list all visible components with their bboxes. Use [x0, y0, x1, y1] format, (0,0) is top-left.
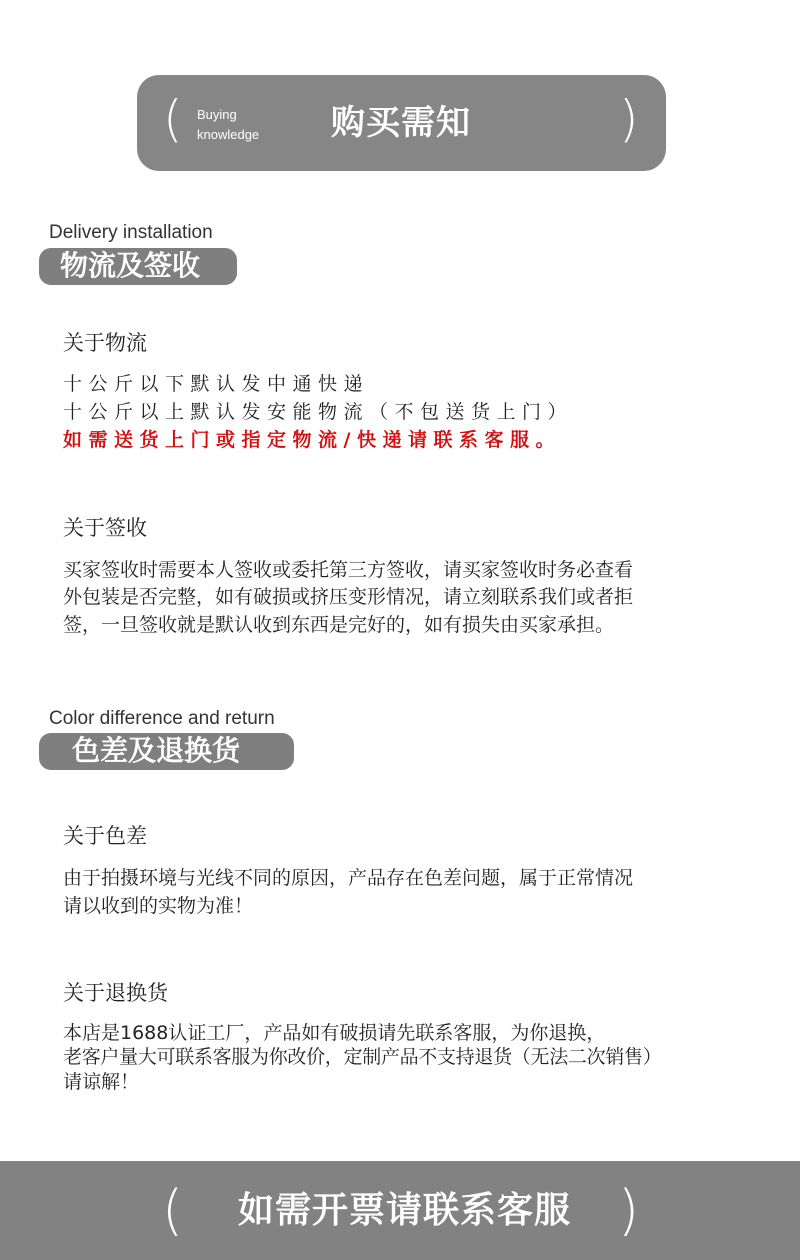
- logistics-line2: 十公斤以上默认发安能物流（不包送货上门）: [63, 401, 574, 423]
- header-subtitle: [197, 105, 259, 145]
- footer-title: 如需开票请联系客服: [238, 1190, 572, 1231]
- color-heading: 关于色差: [63, 824, 147, 848]
- footer-bracket-close: ): [618, 1179, 640, 1242]
- signing-line1: 买家签收时需要本人签收或委托第三方签收，请买家签收时务必查看: [63, 559, 634, 581]
- section-delivery-cn-title: 物流及签收: [39, 248, 237, 285]
- bracket-close: ): [619, 90, 639, 148]
- signing-heading: 关于签收: [63, 516, 147, 540]
- header-subtitle-line1: Buying: [197, 107, 237, 122]
- color-line2: 请以收到的实物为准！: [63, 895, 254, 917]
- page-title: 购买需知: [331, 103, 471, 143]
- section-color-cn-title: 色差及退换货: [39, 733, 294, 770]
- color-line1: 由于拍摄环境与光线不同的原因，产品存在色差问题，属于正常情况: [63, 867, 634, 889]
- footer-bracket-open: (: [162, 1179, 184, 1242]
- logistics-heading: 关于物流: [63, 331, 147, 355]
- bracket-open: (: [163, 90, 183, 148]
- return-heading: 关于退换货: [63, 981, 168, 1005]
- logistics-notice: 如需送货上门或指定物流/快递请联系客服。: [63, 429, 561, 451]
- header-subtitle-line2: knowledge: [197, 127, 260, 142]
- return-line2: 老客户量大可联系客服为你改价，定制产品不支持退货（无法二次销售）: [63, 1046, 662, 1068]
- section-delivery-en-title: Delivery installation: [49, 222, 213, 243]
- return-line1: 本店是1688认证工厂，产品如有破损请先联系客服，为你退换，: [63, 1022, 606, 1044]
- return-line3: 请谅解！: [63, 1071, 140, 1093]
- signing-line3: 签，一旦签收就是默认收到东西是完好的，如有损失由买家承担。: [63, 614, 615, 636]
- signing-line2: 外包装是否完整，如有破损或挤压变形情况，请立刻联系我们或者拒: [63, 586, 634, 608]
- logistics-line1: 十公斤以下默认发中通快递: [63, 373, 370, 395]
- header-banner: [137, 75, 666, 171]
- footer-banner: [0, 1161, 800, 1260]
- section-color-en-title: Color difference and return: [49, 708, 275, 729]
